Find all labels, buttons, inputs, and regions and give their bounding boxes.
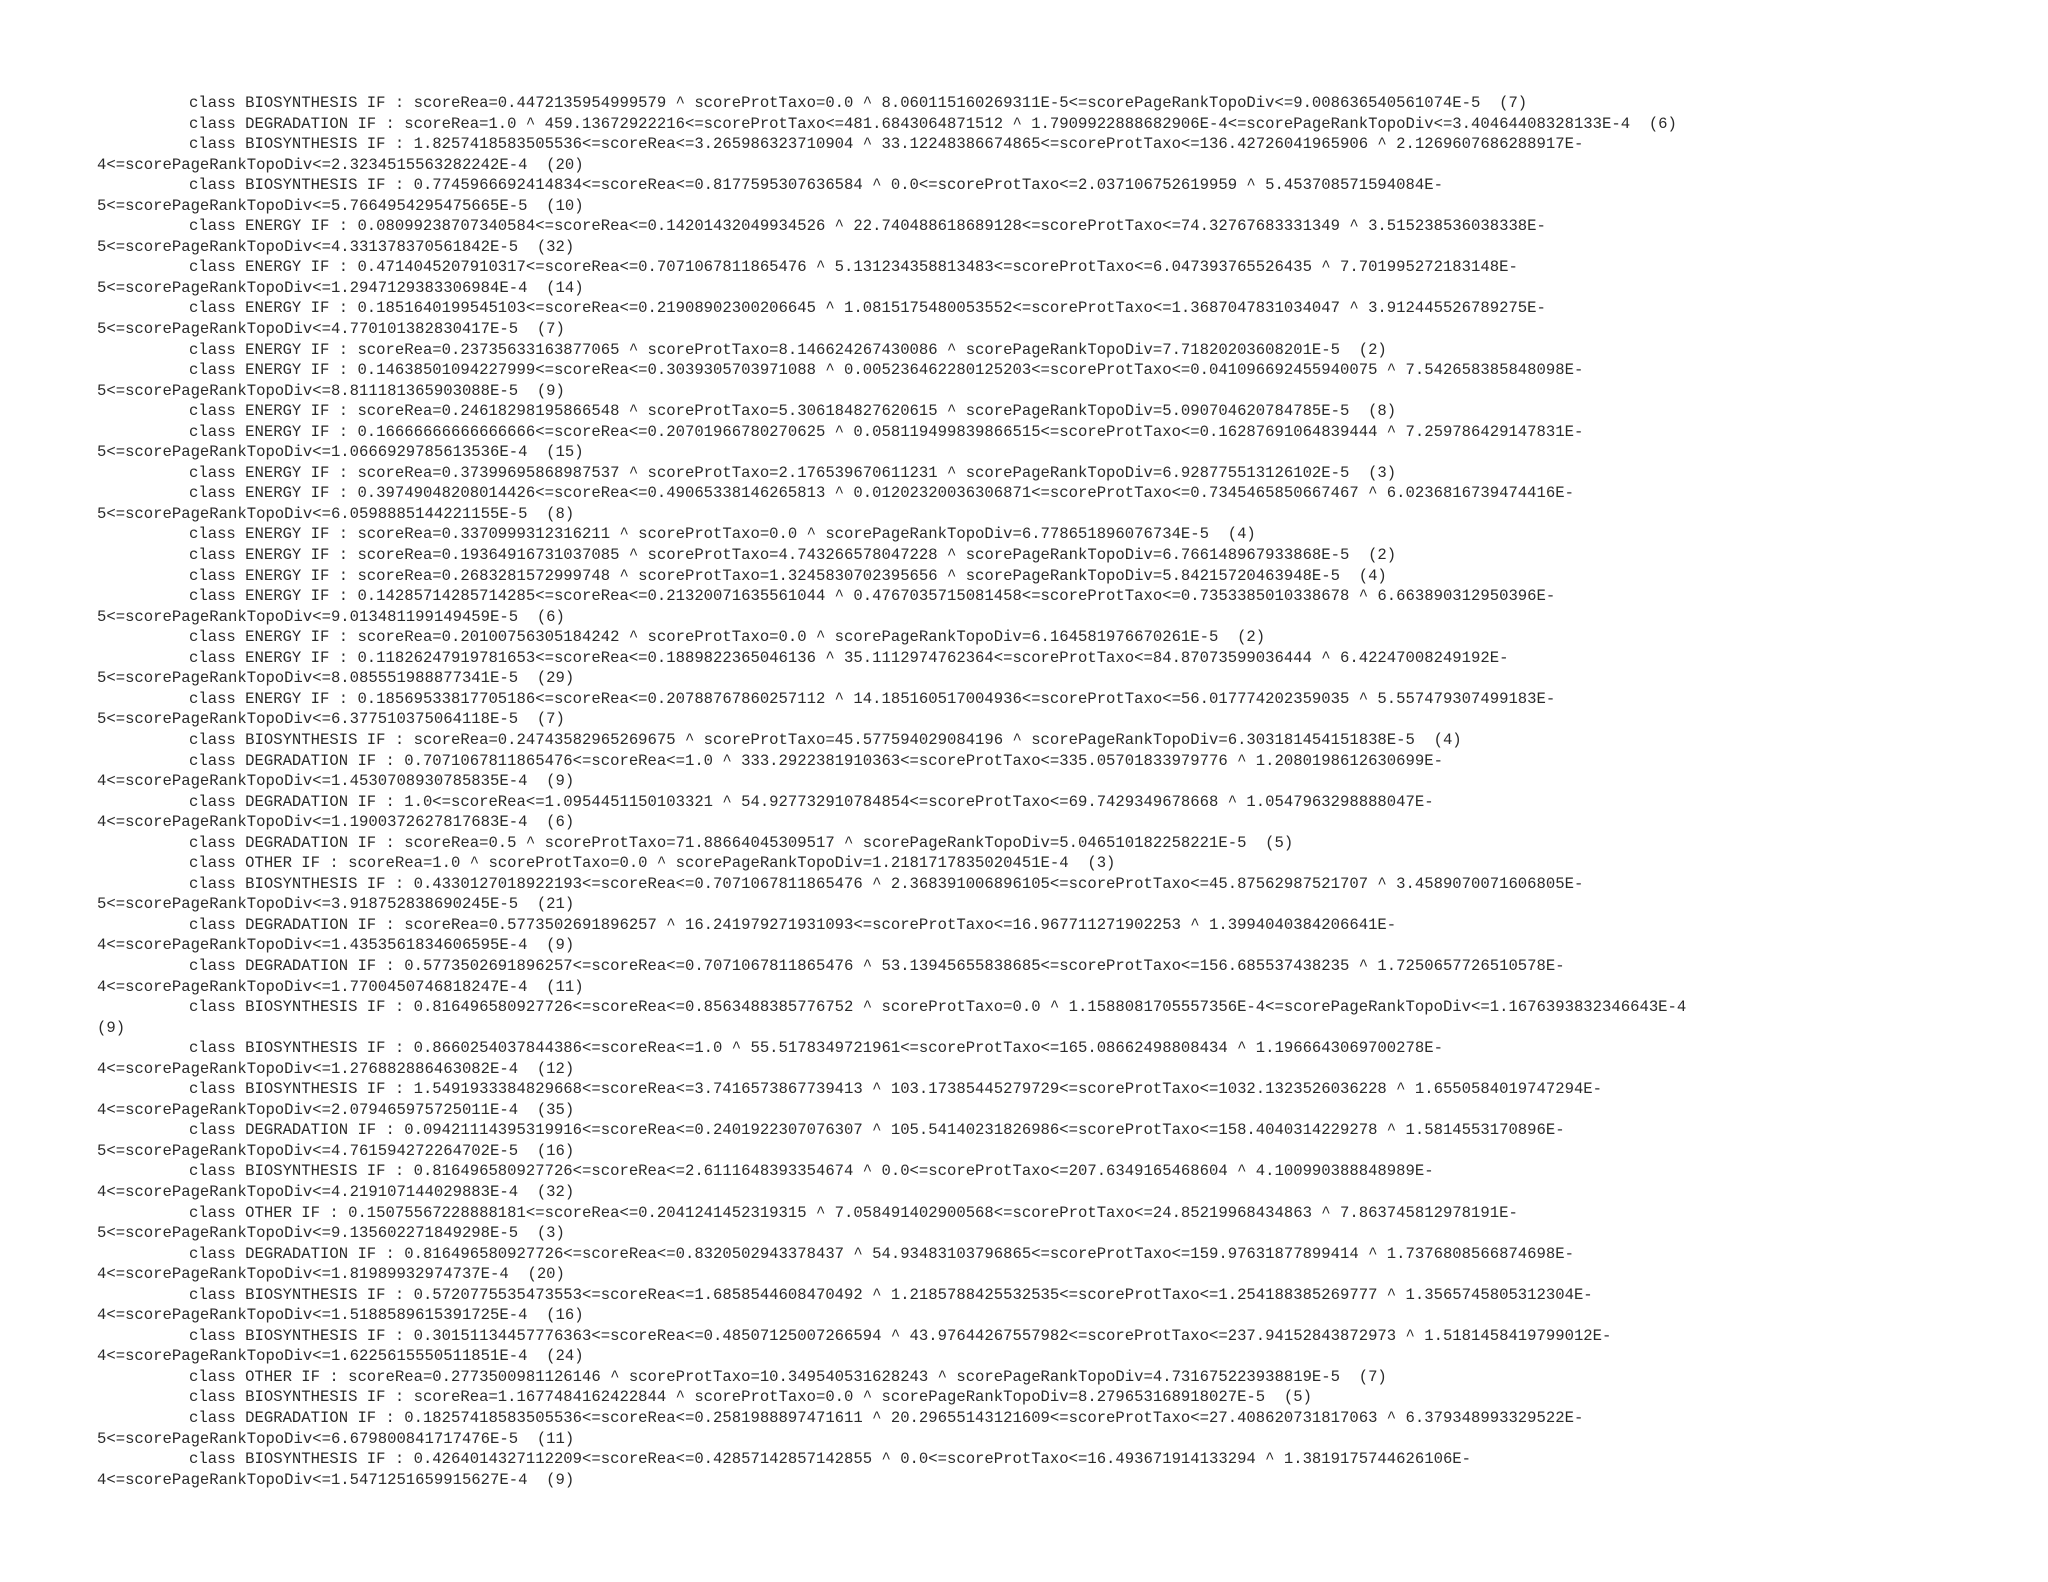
rule-line: class ENERGY IF : scoreRea=0.24618298195866548 ^ scoreProtTaxo=5.306184827620615 ^ scorePageRankTopoDiv=5.090704620784785E-5 (8) bbox=[189, 402, 1397, 421]
rule-line: class DEGRADATION IF : 0.7071067811865476<=scoreRea<=1.0 ^ 333.2922381910363<=scoreProtTaxo<=335.05701833979776 ^ 1.2080198612630699E- bbox=[189, 751, 1443, 770]
rule-line: class OTHER IF : 0.15075567228888181<=scoreRea<=0.2041241452319315 ^ 7.058491402900568<=scoreProtTaxo<=24.85219968434863 ^ 7.863745812978191E- bbox=[189, 1203, 1518, 1222]
rule-line: class OTHER IF : scoreRea=0.2773500981126146 ^ scoreProtTaxo=10.349540531628243 ^ scorePageRankTopoDiv=4.731675223938819E-5 (7) bbox=[189, 1367, 1387, 1386]
rule-entry bbox=[97, 401, 1997, 422]
rule-line: class DEGRADATION IF : 0.09421114395319916<=scoreRea<=0.2401922307076307 ^ 105.54140231826986<=scoreProtTaxo<=158.4040314229278 ^ 1.5814553170896E- bbox=[189, 1121, 1565, 1140]
rule-entry bbox=[97, 360, 1997, 401]
rule-line: class BIOSYNTHESIS IF : 0.5720775535473553<=scoreRea<=1.6858544608470492 ^ 1.2185788425532535<=scoreProtTaxo<=1.254188385269777 ^ 1.3565745805312304E- bbox=[189, 1285, 1593, 1304]
rule-entry bbox=[97, 1367, 1997, 1388]
rule-entry bbox=[97, 1038, 1997, 1079]
rule-entry bbox=[97, 134, 1997, 175]
rule-line: class ENERGY IF : scoreRea=0.20100756305184242 ^ scoreProtTaxo=0.0 ^ scorePageRankTopoDiv=6.164581976670261E-5 (2) bbox=[189, 628, 1266, 647]
rule-line: class DEGRADATION IF : scoreRea=0.5 ^ scoreProtTaxo=71.88664045309517 ^ scorePageRankTopoDiv=5.046510182258221E-5 (5) bbox=[189, 833, 1294, 852]
rule-line: class ENERGY IF : scoreRea=0.19364916731037085 ^ scoreProtTaxo=4.743266578047228 ^ scorePageRankTopoDiv=6.766148967933868E-5 (2) bbox=[189, 546, 1397, 565]
rule-entry bbox=[97, 545, 1997, 566]
rule-line: class ENERGY IF : 0.1851640199545103<=scoreRea<=0.21908902300206645 ^ 1.0815175480053552<=scoreProtTaxo<=1.3687047831034047 ^ 3.912445526789275E- bbox=[189, 299, 1546, 318]
rule-entry bbox=[97, 1285, 1997, 1326]
rule-entry bbox=[97, 340, 1997, 361]
rule-continuation-line: (9) bbox=[97, 1018, 126, 1037]
rule-entry bbox=[97, 853, 1997, 874]
rule-continuation-line: 5<=scorePageRankTopoDiv<=6.377510375064118E-5 (7) bbox=[97, 710, 565, 729]
rule-entry bbox=[97, 422, 1997, 463]
rule-continuation-line: 4<=scorePageRankTopoDiv<=1.81989932974737E-4 (20) bbox=[97, 1265, 565, 1284]
rule-line: class OTHER IF : scoreRea=1.0 ^ scoreProtTaxo=0.0 ^ scorePageRankTopoDiv=1.2181717835020451E-4 (3) bbox=[189, 854, 1116, 873]
rule-line: class BIOSYNTHESIS IF : 0.8660254037844386<=scoreRea<=1.0 ^ 55.5178349721961<=scoreProtTaxo<=165.08662498808434 ^ 1.1966643069700278E- bbox=[189, 1039, 1443, 1058]
rule-line: class DEGRADATION IF : scoreRea=0.5773502691896257 ^ 16.241979271931093<=scoreProtTaxo<=16.967711271902253 ^ 1.3994040384206641E- bbox=[189, 915, 1397, 934]
rule-continuation-line: 4<=scorePageRankTopoDiv<=1.1900372627817683E-4 (6) bbox=[97, 813, 575, 832]
rule-entry bbox=[97, 1408, 1997, 1449]
rule-line: class BIOSYNTHESIS IF : scoreRea=1.1677484162422844 ^ scoreProtTaxo=0.0 ^ scorePageRankTopoDiv=8.279653168918027E-5 (5) bbox=[189, 1388, 1312, 1407]
rule-entry bbox=[97, 1120, 1997, 1161]
rule-entry bbox=[97, 524, 1997, 545]
rule-continuation-line: 5<=scorePageRankTopoDiv<=8.085551988877341E-5 (29) bbox=[97, 669, 575, 688]
rule-entry bbox=[97, 93, 1997, 114]
rule-line: class ENERGY IF : scoreRea=0.2683281572999748 ^ scoreProtTaxo=1.3245830702395656 ^ scorePageRankTopoDiv=5.84215720463948E-5 (4) bbox=[189, 566, 1387, 585]
rule-entry bbox=[97, 1449, 1997, 1490]
rule-line: class BIOSYNTHESIS IF : 0.7745966692414834<=scoreRea<=0.8177595307636584 ^ 0.0<=scoreProtTaxo<=2.037106752619959 ^ 5.453708571594084E- bbox=[189, 176, 1443, 195]
rule-continuation-line: 4<=scorePageRankTopoDiv<=2.079465975725011E-4 (35) bbox=[97, 1100, 575, 1119]
rule-entry bbox=[97, 792, 1997, 833]
rule-continuation-line: 5<=scorePageRankTopoDiv<=1.0666929785613536E-4 (15) bbox=[97, 443, 584, 462]
rule-entry bbox=[97, 566, 1997, 587]
rule-line: class BIOSYNTHESIS IF : 1.5491933384829668<=scoreRea<=3.7416573867739413 ^ 103.17385445279729<=scoreProtTaxo<=1032.1323526036228 ^ 1.6550584019747294E- bbox=[189, 1080, 1603, 1099]
rule-continuation-line: 4<=scorePageRankTopoDiv<=1.7700450746818247E-4 (11) bbox=[97, 977, 584, 996]
rule-entry bbox=[97, 1326, 1997, 1367]
rule-line: class ENERGY IF : 0.11826247919781653<=scoreRea<=0.1889822365046136 ^ 35.1112974762364<=scoreProtTaxo<=84.87073599036444 ^ 6.42247008249192E- bbox=[189, 648, 1509, 667]
rule-continuation-line: 4<=scorePageRankTopoDiv<=1.5188589615391725E-4 (16) bbox=[97, 1306, 584, 1325]
classification-rules-list bbox=[97, 93, 1997, 1490]
rule-entry bbox=[97, 1387, 1997, 1408]
rule-entry bbox=[97, 915, 1997, 956]
rule-entry bbox=[97, 1244, 1997, 1285]
rule-line: class ENERGY IF : scoreRea=0.23735633163877065 ^ scoreProtTaxo=8.146624267430086 ^ scorePageRankTopoDiv=7.71820203608201E-5 (2) bbox=[189, 340, 1387, 359]
rule-entry bbox=[97, 751, 1997, 792]
rule-entry bbox=[97, 648, 1997, 689]
rule-continuation-line: 4<=scorePageRankTopoDiv<=1.6225615550511851E-4 (24) bbox=[97, 1347, 584, 1366]
rule-entry bbox=[97, 257, 1997, 298]
rule-line: class DEGRADATION IF : 0.18257418583505536<=scoreRea<=0.2581988897471611 ^ 20.29655143121609<=scoreProtTaxo<=27.408620731817063 ^ 6.379348993329522E- bbox=[189, 1409, 1584, 1427]
rule-line: class BIOSYNTHESIS IF : 0.4264014327112209<=scoreRea<=0.42857142857142855 ^ 0.0<=scoreProtTaxo<=16.493671914133294 ^ 1.3819175744626106E- bbox=[189, 1450, 1472, 1469]
rule-continuation-line: 4<=scorePageRankTopoDiv<=1.4530708930785835E-4 (9) bbox=[97, 772, 575, 791]
rule-entry bbox=[97, 216, 1997, 257]
rule-entry bbox=[97, 1079, 1997, 1120]
rule-line: class DEGRADATION IF : 0.816496580927726<=scoreRea<=0.8320502943378437 ^ 54.93483103796865<=scoreProtTaxo<=159.97631877899414 ^ 1.7376808566874698E- bbox=[189, 1244, 1574, 1263]
rule-continuation-line: 4<=scorePageRankTopoDiv<=2.3234515563282242E-4 (20) bbox=[97, 155, 584, 174]
rule-continuation-line: 5<=scorePageRankTopoDiv<=4.331378370561842E-5 (32) bbox=[97, 237, 575, 256]
rule-entry bbox=[97, 956, 1997, 997]
rule-line: class ENERGY IF : 0.14285714285714285<=scoreRea<=0.21320071635561044 ^ 0.4767035715081458<=scoreProtTaxo<=0.7353385010338678 ^ 6.663890312950396E- bbox=[189, 587, 1556, 606]
rule-line: class ENERGY IF : 0.16666666666666666<=scoreRea<=0.20701966780270625 ^ 0.058119499839866515<=scoreProtTaxo<=0.16287691064839444 ^ 7.259786429147831E- bbox=[189, 422, 1584, 441]
rule-continuation-line: 5<=scorePageRankTopoDiv<=6.679800841717476E-5 (11) bbox=[97, 1429, 575, 1448]
rule-continuation-line: 4<=scorePageRankTopoDiv<=1.276882886463082E-4 (12) bbox=[97, 1059, 575, 1078]
rule-line: class BIOSYNTHESIS IF : 0.816496580927726<=scoreRea<=2.6111648393354674 ^ 0.0<=scoreProtTaxo<=207.6349165468604 ^ 4.100990388848989E- bbox=[189, 1162, 1434, 1181]
rule-continuation-line: 5<=scorePageRankTopoDiv<=6.0598885144221155E-5 (8) bbox=[97, 504, 575, 523]
rule-line: class ENERGY IF : 0.4714045207910317<=scoreRea<=0.7071067811865476 ^ 5.131234358813483<=scoreProtTaxo<=6.047393765526435 ^ 7.701995272183148E- bbox=[189, 258, 1518, 277]
rule-continuation-line: 5<=scorePageRankTopoDiv<=9.135602271849298E-5 (3) bbox=[97, 1224, 565, 1243]
rule-entry bbox=[97, 833, 1997, 854]
rule-line: class DEGRADATION IF : scoreRea=1.0 ^ 459.13672922216<=scoreProtTaxo<=481.6843064871512 ^ 1.7909922888682906E-4<=scorePageRankTopoDiv<=3.40464408328133E-4 (6) bbox=[189, 114, 1677, 133]
rule-line: class ENERGY IF : 0.39749048208014426<=scoreRea<=0.49065338146265813 ^ 0.01202320036306871<=scoreProtTaxo<=0.7345465850667467 ^ 6.0236816739474416E- bbox=[189, 484, 1574, 503]
rule-entry bbox=[97, 627, 1997, 648]
rule-line: class DEGRADATION IF : 1.0<=scoreRea<=1.0954451150103321 ^ 54.927732910784854<=scoreProtTaxo<=69.7429349678668 ^ 1.0547963298888047E- bbox=[189, 792, 1434, 811]
rule-continuation-line: 5<=scorePageRankTopoDiv<=1.2947129383306984E-4 (14) bbox=[97, 278, 584, 297]
rule-entry bbox=[97, 175, 1997, 216]
rule-line: class DEGRADATION IF : 0.5773502691896257<=scoreRea<=0.7071067811865476 ^ 53.13945655838685<=scoreProtTaxo<=156.685537438235 ^ 1.7250657726510578E- bbox=[189, 956, 1565, 975]
rule-entry bbox=[97, 1161, 1997, 1202]
rule-continuation-line: 5<=scorePageRankTopoDiv<=9.013481199149459E-5 (6) bbox=[97, 607, 565, 626]
rule-entry bbox=[97, 586, 1997, 627]
rule-entry bbox=[97, 1203, 1997, 1244]
rule-line: class ENERGY IF : 0.14638501094227999<=scoreRea<=0.3039305703971088 ^ 0.005236462280125203<=scoreProtTaxo<=0.041096692455940075 ^ 7.542658385848098E- bbox=[189, 361, 1584, 380]
rule-entry bbox=[97, 463, 1997, 484]
rule-entry bbox=[97, 689, 1997, 730]
rule-continuation-line: 4<=scorePageRankTopoDiv<=4.219107144029883E-4 (32) bbox=[97, 1182, 575, 1201]
rule-line: class ENERGY IF : 0.18569533817705186<=scoreRea<=0.20788767860257112 ^ 14.185160517004936<=scoreProtTaxo<=56.017774202359035 ^ 5.557479307499183E- bbox=[189, 689, 1556, 708]
rule-continuation-line: 5<=scorePageRankTopoDiv<=5.7664954295475665E-5 (10) bbox=[97, 196, 584, 215]
rule-continuation-line: 5<=scorePageRankTopoDiv<=4.770101382830417E-5 (7) bbox=[97, 320, 565, 339]
rule-line: class BIOSYNTHESIS IF : 0.4330127018922193<=scoreRea<=0.7071067811865476 ^ 2.368391006896105<=scoreProtTaxo<=45.87562987521707 ^ 3.4589070071606805E- bbox=[189, 874, 1584, 893]
rule-line: class BIOSYNTHESIS IF : 1.8257418583505536<=scoreRea<=3.265986323710904 ^ 33.12248386674865<=scoreProtTaxo<=136.42726041965906 ^ 2.1269607686288917E- bbox=[189, 135, 1584, 154]
rule-line: class BIOSYNTHESIS IF : scoreRea=0.4472135954999579 ^ scoreProtTaxo=0.0 ^ 8.060115160269311E-5<=scorePageRankTopoDiv<=9.008636540561074E-5 (7) bbox=[189, 94, 1528, 112]
rule-entry bbox=[97, 730, 1997, 751]
rule-line: class ENERGY IF : scoreRea=0.3370999312316211 ^ scoreProtTaxo=0.0 ^ scorePageRankTopoDiv=6.778651896076734E-5 (4) bbox=[189, 525, 1256, 544]
rule-line: class ENERGY IF : 0.08099238707340584<=scoreRea<=0.14201432049934526 ^ 22.740488618689128<=scoreProtTaxo<=74.32767683331349 ^ 3.515238536038338E- bbox=[189, 217, 1546, 236]
rule-entry bbox=[97, 483, 1997, 524]
rule-entry bbox=[97, 298, 1997, 339]
rule-line: class ENERGY IF : scoreRea=0.37399695868987537 ^ scoreProtTaxo=2.176539670611231 ^ scorePageRankTopoDiv=6.928775513126102E-5 (3) bbox=[189, 463, 1397, 482]
rule-continuation-line: 5<=scorePageRankTopoDiv<=4.761594272264702E-5 (16) bbox=[97, 1141, 575, 1160]
rule-continuation-line: 5<=scorePageRankTopoDiv<=3.918752838690245E-5 (21) bbox=[97, 895, 575, 914]
rule-entry bbox=[97, 997, 1997, 1038]
rule-continuation-line: 4<=scorePageRankTopoDiv<=1.5471251659915627E-4 (9) bbox=[97, 1470, 575, 1489]
rule-continuation-line: 4<=scorePageRankTopoDiv<=1.4353561834606595E-4 (9) bbox=[97, 936, 575, 955]
rule-line: class BIOSYNTHESIS IF : 0.30151134457776363<=scoreRea<=0.48507125007266594 ^ 43.97644267557982<=scoreProtTaxo<=237.94152843872973 ^ 1.5181458419799012E- bbox=[189, 1326, 1612, 1345]
rule-entry bbox=[97, 874, 1997, 915]
rule-line: class BIOSYNTHESIS IF : 0.816496580927726<=scoreRea<=0.8563488385776752 ^ scoreProtTaxo=0.0 ^ 1.1588081705557356E-4<=scorePageRankTopoDiv<=1.1676393832346643E-4 bbox=[189, 998, 1687, 1017]
rule-entry bbox=[97, 114, 1997, 135]
rule-line: class BIOSYNTHESIS IF : scoreRea=0.24743582965269675 ^ scoreProtTaxo=45.577594029084196 ^ scorePageRankTopoDiv=6.303181454151838E-5 (4) bbox=[189, 730, 1462, 749]
rule-continuation-line: 5<=scorePageRankTopoDiv<=8.811181365903088E-5 (9) bbox=[97, 381, 565, 400]
